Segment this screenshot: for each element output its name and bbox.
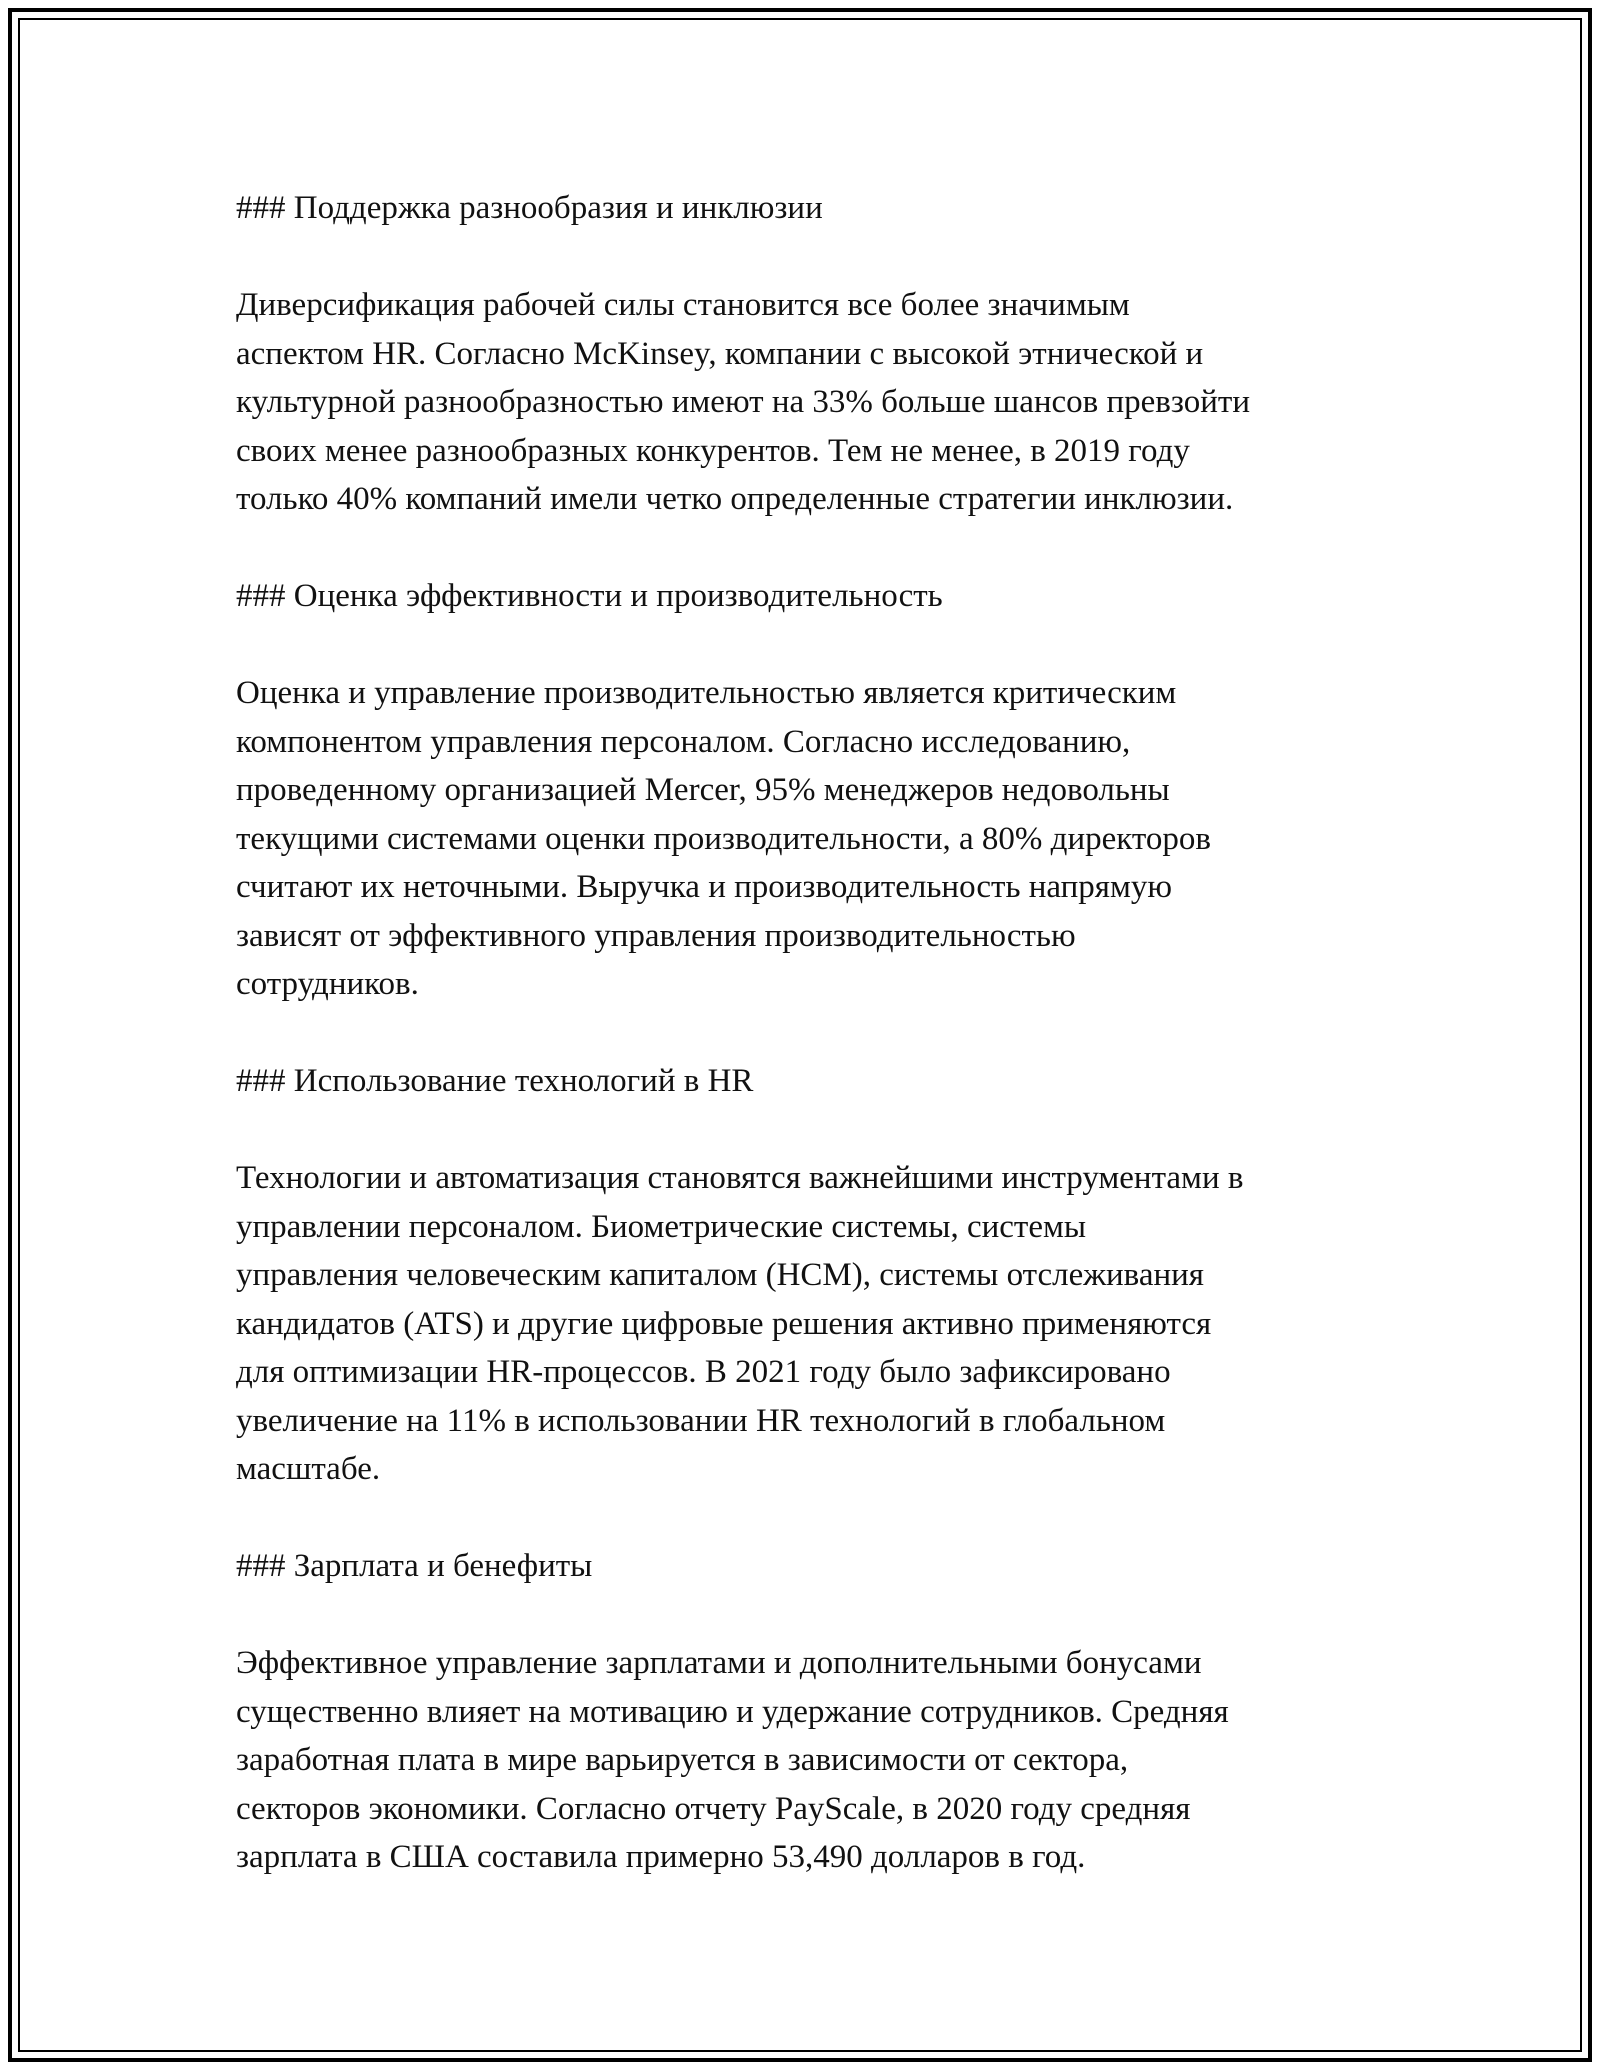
paragraph-line: секторов экономики. Согласно отчету PayScale, в 2020 году средняя xyxy=(236,1790,1191,1827)
section-compensation xyxy=(236,1542,1396,1882)
paragraph-line: управлении персоналом. Биометрические системы, системы xyxy=(236,1208,1087,1245)
section-performance xyxy=(236,572,1396,1009)
paragraph-line: масштабе. xyxy=(236,1451,381,1487)
section-paragraph xyxy=(236,1639,1396,1882)
paragraph-line: зависят от эффективного управления производительностью xyxy=(236,917,1076,954)
paragraph-line: текущими системами оценки производительности, а 80% директоров xyxy=(236,820,1211,857)
paragraph-line: Технологии и автоматизация становятся важнейшими инструментами в xyxy=(236,1160,1244,1196)
section-paragraph xyxy=(236,1154,1396,1494)
paragraph-line: только 40% компаний имели четко определенные стратегии инклюзии. xyxy=(236,481,1234,517)
paragraph-line: зарплата в США составила примерно 53,490 долларов в год. xyxy=(236,1839,1086,1875)
paragraph-line: для оптимизации HR-процессов. В 2021 году было зафиксировано xyxy=(236,1354,1171,1390)
paragraph-line: считают их неточными. Выручка и производительность напрямую xyxy=(236,869,1173,905)
paragraph-line: сотрудников. xyxy=(236,966,419,1002)
section-heading: ### Зарплата и бенефиты xyxy=(236,1548,593,1584)
section-heading: ### Поддержка разнообразия и инклюзии xyxy=(236,190,823,226)
paragraph-line: своих менее разнообразных конкурентов. Тем не менее, в 2019 году xyxy=(236,432,1190,469)
section-heading: ### Использование технологий в HR xyxy=(236,1063,754,1099)
paragraph-line: заработная плата в мире варьируется в зависимости от сектора, xyxy=(236,1742,1129,1778)
paragraph-line: существенно влияет на мотивацию и удержание сотрудников. Средняя xyxy=(236,1693,1229,1730)
section-paragraph xyxy=(236,669,1396,1009)
document-body xyxy=(236,184,1396,1930)
paragraph-line: Оценка и управление производительностью является критическим xyxy=(236,675,1177,711)
section-technology xyxy=(236,1057,1396,1494)
paragraph-line: увеличение на 11% в использовании HR технологий в глобальном xyxy=(236,1402,1166,1439)
paragraph-line: управления человеческим капиталом (HCM), системы отслеживания xyxy=(236,1257,1204,1293)
paragraph-line: кандидатов (ATS) и другие цифровые решения активно применяются xyxy=(236,1305,1212,1342)
section-diversity xyxy=(236,184,1396,524)
paragraph-line: проведенному организацией Mercer, 95% менеджеров недовольны xyxy=(236,772,1170,808)
paragraph-line: культурной разнообразностью имеют на 33% больше шансов превзойти xyxy=(236,384,1250,420)
paragraph-line: Эффективное управление зарплатами и дополнительными бонусами xyxy=(236,1645,1202,1681)
paragraph-line: аспектом HR. Согласно McKinsey, компании с высокой этнической и xyxy=(236,335,1204,372)
section-heading: ### Оценка эффективности и производительность xyxy=(236,578,943,614)
paragraph-line: компонентом управления персоналом. Согласно исследованию, xyxy=(236,723,1131,760)
paragraph-line: Диверсификация рабочей силы становится все более значимым xyxy=(236,287,1130,323)
section-paragraph xyxy=(236,281,1396,524)
